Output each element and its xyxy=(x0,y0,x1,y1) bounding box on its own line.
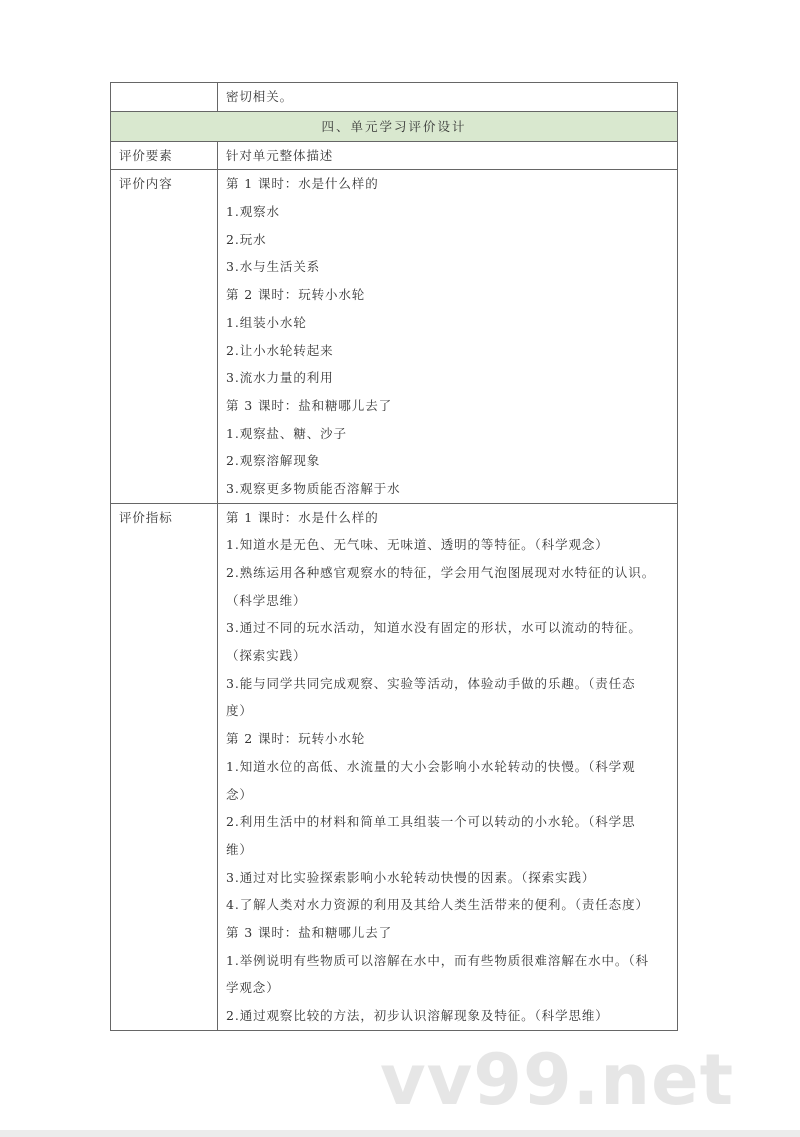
page-bottom-edge xyxy=(0,1130,800,1137)
row-content xyxy=(218,170,678,503)
label-text: 评价要素 xyxy=(119,147,173,163)
text-line: 2.让小水轮转起来 xyxy=(226,342,334,358)
text-line: 2.利用生活中的材料和简单工具组装一个可以转动的小水轮。（科学思 xyxy=(226,814,636,830)
row-label xyxy=(111,141,218,170)
evaluation-table xyxy=(110,82,678,1031)
text-line: 2.玩水 xyxy=(226,231,267,247)
text-line: 2.通过观察比较的方法，初步认识溶解现象及特征。（科学思维） xyxy=(226,1008,609,1023)
text-line: 密切相关。 xyxy=(226,89,294,104)
section-header-row xyxy=(111,111,678,141)
table-row xyxy=(111,141,678,170)
text-line: 1.举例说明有些物质可以溶解在水中，而有些物质很难溶解在水中。（科 xyxy=(226,952,649,968)
text-line: 1.观察盐、糖、沙子 xyxy=(226,425,347,441)
text-line: 3.水与生活关系 xyxy=(226,259,321,275)
text-line: 2.观察溶解现象 xyxy=(226,453,321,469)
text-line: 念） xyxy=(226,786,253,802)
watermark: vv99.net xyxy=(380,1039,735,1121)
text-line: 3.能与同学共同完成观察、实验等活动，体验动手做的乐趣。（责任态 xyxy=(226,675,636,691)
table-row xyxy=(111,503,678,1030)
table-row xyxy=(111,170,678,503)
text-line: 3.通过对比实验探索影响小水轮转动快慢的因素。（探索实践） xyxy=(226,869,596,885)
text-line: 2.熟练运用各种感官观察水的特征，学会用气泡图展现对水特征的认识。 xyxy=(226,565,656,580)
row-label xyxy=(111,503,218,1030)
text-line: 第 2 课时：玩转小水轮 xyxy=(226,731,366,747)
text-line: 1.观察水 xyxy=(226,204,280,220)
section-header: 四、单元学习评价设计 xyxy=(111,111,678,141)
row-content xyxy=(218,503,678,1030)
label-text: 评价内容 xyxy=(119,176,173,192)
text-line: 4.了解人类对水力资源的利用及其给人类生活带来的便利。（责任态度） xyxy=(226,897,649,913)
text-line: 第 3 课时：盐和糖哪儿去了 xyxy=(226,397,393,413)
label-text: 评价指标 xyxy=(119,509,173,525)
table-row xyxy=(111,83,678,112)
text-line: 1.知道水是无色、无气味、无味道、透明的等特征。（科学观念） xyxy=(226,537,609,553)
text-line: 度） xyxy=(226,703,253,719)
text-line: 第 1 课时：水是什么样的 xyxy=(226,509,379,525)
text-line: 第 2 课时：玩转小水轮 xyxy=(226,287,366,303)
text-line: 1.组装小水轮 xyxy=(226,314,307,330)
row-label xyxy=(111,170,218,503)
text-line: 3.流水力量的利用 xyxy=(226,370,334,386)
row-label xyxy=(111,83,218,112)
row-content xyxy=(218,83,678,112)
text-line: 3.观察更多物质能否溶解于水 xyxy=(226,480,401,496)
text-line: 针对单元整体描述 xyxy=(226,147,334,163)
text-line: （科学思维） xyxy=(226,592,307,608)
text-line: 维） xyxy=(226,841,253,857)
row-content xyxy=(218,141,678,170)
text-line: （探索实践） xyxy=(226,648,307,664)
text-line: 第 1 课时：水是什么样的 xyxy=(226,176,379,192)
text-line: 学观念） xyxy=(226,980,280,996)
text-line: 1.知道水位的高低、水流量的大小会影响小水轮转动的快慢。（科学观 xyxy=(226,758,636,774)
text-line: 3.通过不同的玩水活动，知道水没有固定的形状，水可以流动的特征。 xyxy=(226,620,642,636)
text-line: 第 3 课时：盐和糖哪儿去了 xyxy=(226,924,393,940)
